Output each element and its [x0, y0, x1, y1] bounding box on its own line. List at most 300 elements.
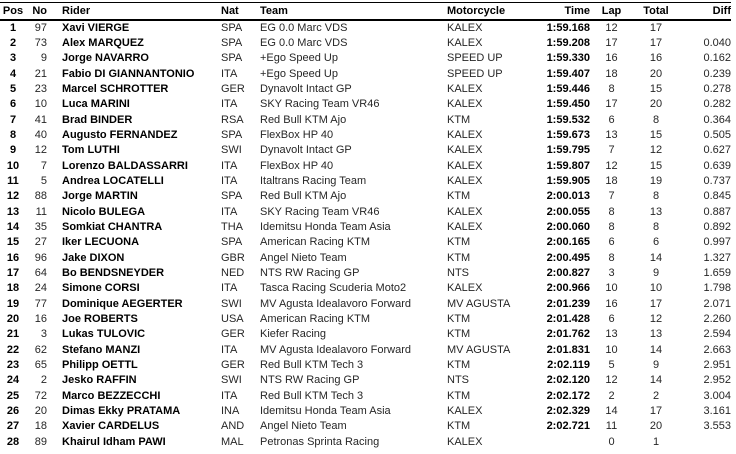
- cell-rider: Joe ROBERTS: [62, 313, 138, 326]
- results-table: [0, 2, 731, 450]
- cell-motorcycle: KALEX: [447, 282, 483, 295]
- cell-time: 2:00.495: [546, 251, 590, 264]
- cell-lap: 10: [605, 282, 618, 295]
- cell-no: 11: [35, 205, 47, 218]
- column-header-time: Time: [564, 4, 590, 17]
- cell-pos: 27: [6, 420, 20, 433]
- cell-motorcycle: KTM: [447, 328, 471, 341]
- cell-time: 2:01.428: [546, 313, 590, 326]
- cell-diff: 3.553: [703, 420, 731, 433]
- cell-pos: 17: [6, 267, 20, 279]
- column-header-diff: Diff: [712, 4, 731, 17]
- cell-total: 15: [649, 82, 663, 95]
- cell-team: American Racing KTM: [260, 313, 371, 326]
- cell-motorcycle: KTM: [447, 236, 471, 249]
- table-row: [0, 343, 731, 358]
- cell-no: 97: [34, 21, 47, 34]
- cell-no: 65: [34, 359, 47, 372]
- cell-diff: 2.260: [703, 313, 731, 326]
- cell-nat: ITA: [221, 343, 238, 356]
- cell-diff: 3.161: [703, 405, 731, 418]
- table-row: [0, 297, 731, 312]
- cell-total: 20: [649, 98, 663, 111]
- cell-nat: SPA: [221, 128, 243, 141]
- cell-no: 89: [34, 435, 47, 448]
- cell-no: 64: [34, 267, 47, 279]
- cell-lap: 6: [608, 313, 615, 326]
- cell-lap: 0: [608, 435, 615, 448]
- cell-no: 35: [34, 220, 47, 233]
- cell-lap: 18: [605, 67, 618, 80]
- cell-motorcycle: KALEX: [447, 128, 483, 141]
- cell-total: 14: [649, 374, 663, 387]
- cell-no: 77: [34, 297, 47, 310]
- cell-pos: 5: [9, 82, 17, 95]
- cell-team: Red Bull KTM Ajo: [260, 113, 347, 126]
- cell-diff: 2.071: [703, 297, 731, 310]
- results-table-header: [0, 3, 731, 20]
- cell-lap: 8: [608, 220, 615, 233]
- cell-motorcycle: KTM: [447, 359, 471, 372]
- cell-no: 10: [34, 98, 47, 111]
- cell-diff: 0.845: [703, 190, 731, 203]
- cell-nat: SPA: [221, 21, 243, 34]
- cell-rider: Stefano MANZI: [62, 343, 141, 356]
- column-header-nat: Nat: [221, 4, 239, 17]
- cell-lap: 13: [605, 128, 618, 141]
- cell-rider: Fabio DI GIANNANTONIO: [62, 67, 195, 80]
- cell-motorcycle: KALEX: [447, 82, 483, 95]
- cell-time: 2:02.119: [547, 359, 590, 372]
- column-header-motorcycle: Motorcycle: [447, 4, 506, 17]
- cell-pos: 19: [6, 297, 20, 310]
- cell-pos: 10: [6, 159, 20, 172]
- cell-motorcycle: KTM: [447, 389, 471, 402]
- cell-total: 14: [649, 251, 663, 264]
- cell-team: FlexBox HP 40: [260, 128, 334, 141]
- cell-rider: Tom LUTHI: [62, 144, 120, 157]
- cell-nat: SPA: [221, 36, 243, 49]
- cell-diff: 2.594: [703, 328, 731, 341]
- cell-lap: 7: [608, 190, 615, 203]
- cell-lap: 16: [605, 52, 618, 65]
- cell-lap: 17: [605, 36, 618, 49]
- cell-team: SKY Racing Team VR46: [260, 205, 380, 218]
- cell-pos: 16: [6, 251, 20, 264]
- cell-total: 14: [649, 343, 663, 356]
- cell-nat: ITA: [221, 282, 238, 295]
- cell-lap: 6: [608, 236, 615, 249]
- cell-diff: 0.278: [703, 82, 731, 95]
- cell-no: 2: [40, 374, 47, 387]
- cell-total: 17: [649, 297, 663, 310]
- cell-total: 16: [649, 52, 663, 65]
- cell-total: 17: [649, 405, 663, 418]
- cell-pos: 2: [9, 36, 17, 49]
- cell-motorcycle: NTS: [447, 374, 469, 387]
- cell-pos: 9: [9, 144, 17, 157]
- cell-rider: Jesko RAFFIN: [62, 374, 137, 387]
- table-row: [0, 205, 731, 220]
- cell-rider: Luca MARINI: [62, 98, 130, 111]
- cell-nat: AND: [221, 420, 245, 433]
- cell-time: 1:59.450: [546, 98, 590, 111]
- cell-rider: Marcel SCHROTTER: [62, 82, 169, 95]
- cell-nat: RSA: [221, 113, 244, 126]
- cell-team: Angel Nieto Team: [260, 251, 347, 264]
- cell-pos: 4: [9, 67, 17, 80]
- timing-sheet: [0, 2, 736, 454]
- table-row: [0, 266, 731, 281]
- cell-lap: 14: [605, 405, 618, 418]
- cell-motorcycle: KALEX: [447, 21, 483, 34]
- cell-total: 6: [652, 236, 660, 249]
- cell-motorcycle: SPEED UP: [447, 52, 503, 65]
- cell-team: Angel Nieto Team: [260, 420, 347, 433]
- cell-total: 12: [649, 144, 663, 157]
- cell-nat: SWI: [221, 297, 242, 310]
- cell-pos: 1: [9, 21, 17, 34]
- cell-no: 72: [34, 389, 47, 402]
- column-header-rider: Rider: [62, 4, 91, 17]
- cell-team: EG 0.0 Marc VDS: [260, 36, 348, 49]
- cell-motorcycle: KALEX: [447, 98, 483, 111]
- cell-team: Idemitsu Honda Team Asia: [260, 405, 391, 418]
- cell-nat: GER: [221, 359, 245, 372]
- cell-diff: 1.659: [703, 267, 731, 279]
- cell-nat: ITA: [221, 159, 238, 172]
- cell-team: Italtrans Racing Team: [260, 174, 367, 187]
- cell-time: [523, 435, 590, 450]
- cell-team: NTS RW Racing GP: [260, 267, 360, 279]
- cell-team: SKY Racing Team VR46: [260, 98, 380, 111]
- cell-diff: 0.282: [703, 98, 731, 111]
- cell-team: Red Bull KTM Ajo: [260, 190, 347, 203]
- cell-nat: ITA: [221, 205, 238, 218]
- cell-total: 13: [649, 328, 663, 341]
- cell-diff: 0.162: [703, 52, 731, 65]
- cell-pos: 6: [9, 98, 17, 111]
- cell-pos: 18: [6, 282, 20, 295]
- cell-nat: ITA: [221, 174, 238, 187]
- cell-total: 1: [652, 435, 660, 448]
- cell-lap: 7: [608, 144, 615, 157]
- cell-no: 88: [34, 190, 47, 203]
- cell-rider: Dominique AEGERTER: [62, 297, 183, 310]
- cell-diff: 0.040: [703, 36, 731, 49]
- cell-total: 9: [652, 267, 660, 279]
- table-row: [0, 51, 731, 66]
- cell-nat: SWI: [221, 374, 242, 387]
- cell-diff: 0.505: [703, 128, 731, 141]
- cell-nat: GER: [221, 82, 245, 95]
- cell-motorcycle: KALEX: [447, 36, 483, 49]
- cell-total: 10: [649, 282, 663, 295]
- cell-nat: SPA: [221, 52, 243, 65]
- table-row: [0, 82, 731, 97]
- cell-motorcycle: KALEX: [447, 220, 483, 233]
- cell-lap: 13: [605, 328, 618, 341]
- cell-nat: USA: [221, 313, 244, 326]
- cell-nat: SPA: [221, 190, 243, 203]
- cell-nat: ITA: [221, 98, 238, 111]
- table-row: [0, 143, 731, 158]
- cell-rider: Andrea LOCATELLI: [62, 174, 164, 187]
- cell-nat: MAL: [221, 435, 244, 448]
- cell-team: NTS RW Racing GP: [260, 374, 360, 387]
- cell-motorcycle: KTM: [447, 113, 471, 126]
- cell-lap: 16: [605, 297, 618, 310]
- cell-rider: Xavier CARDELUS: [62, 420, 160, 433]
- cell-motorcycle: KALEX: [447, 435, 483, 448]
- cell-team: +Ego Speed Up: [260, 52, 338, 65]
- cell-total: 12: [649, 313, 663, 326]
- cell-team: Tasca Racing Scuderia Moto2: [260, 282, 407, 295]
- cell-rider: Lorenzo BALDASSARRI: [62, 159, 188, 172]
- cell-pos: 22: [6, 343, 20, 356]
- column-header-no: No: [32, 4, 47, 17]
- table-row: [0, 174, 731, 189]
- cell-total: 17: [649, 36, 663, 49]
- column-header-pos: Pos: [2, 4, 24, 17]
- table-row: [0, 20, 731, 36]
- cell-no: 21: [34, 67, 47, 80]
- cell-time: 2:00.165: [546, 236, 590, 249]
- cell-time: 1:59.673: [546, 128, 590, 141]
- cell-pos: 11: [7, 174, 19, 187]
- cell-team: FlexBox HP 40: [260, 159, 334, 172]
- cell-team: +Ego Speed Up: [260, 67, 338, 80]
- cell-time: 2:01.831: [546, 343, 590, 356]
- cell-no: 3: [40, 328, 47, 341]
- cell-pos: 25: [6, 389, 20, 402]
- cell-time: 1:59.905: [546, 174, 590, 187]
- cell-motorcycle: KTM: [447, 251, 471, 264]
- cell-rider: Augusto FERNANDEZ: [62, 128, 178, 141]
- cell-pos: 13: [6, 205, 20, 218]
- cell-diff: 1.327: [703, 251, 731, 264]
- cell-diff: 0.997: [703, 236, 731, 249]
- table-row: [0, 36, 731, 51]
- cell-motorcycle: KTM: [447, 190, 471, 203]
- cell-rider: Khairul Idham PAWI: [62, 435, 166, 448]
- cell-time: 1:59.208: [546, 36, 590, 49]
- cell-total: 20: [649, 420, 663, 433]
- cell-time: 1:59.168: [546, 21, 590, 34]
- table-row: [0, 373, 731, 388]
- cell-rider: Jake DIXON: [62, 251, 125, 264]
- cell-no: 41: [34, 113, 47, 126]
- cell-rider: Jorge NAVARRO: [62, 52, 149, 65]
- cell-time: 2:01.762: [546, 328, 590, 341]
- cell-lap: 8: [608, 251, 615, 264]
- cell-total: 19: [649, 174, 663, 187]
- cell-lap: 10: [605, 343, 618, 356]
- cell-rider: Bo BENDSNEYDER: [62, 267, 165, 279]
- header-row: [0, 3, 731, 20]
- cell-rider: Somkiat CHANTRA: [62, 220, 163, 233]
- cell-pos: 21: [6, 328, 20, 341]
- cell-team: American Racing KTM: [260, 236, 371, 249]
- cell-rider: Nicolo BULEGA: [62, 205, 146, 218]
- cell-no: 40: [34, 128, 47, 141]
- cell-no: 9: [40, 52, 47, 65]
- column-header-team: Team: [260, 4, 288, 17]
- cell-total: 9: [652, 359, 660, 372]
- cell-motorcycle: KALEX: [447, 174, 483, 187]
- cell-lap: 8: [608, 82, 615, 95]
- cell-no: 23: [34, 82, 47, 95]
- cell-time: 2:00.966: [546, 282, 590, 295]
- cell-lap: 12: [605, 159, 618, 172]
- cell-motorcycle: KTM: [447, 420, 471, 433]
- cell-total: 13: [649, 205, 663, 218]
- cell-no: 24: [34, 282, 47, 295]
- cell-total: 8: [652, 190, 660, 203]
- cell-motorcycle: KALEX: [447, 205, 483, 218]
- cell-team: Idemitsu Honda Team Asia: [260, 220, 391, 233]
- cell-team: Dynavolt Intact GP: [260, 144, 352, 157]
- cell-lap: 5: [608, 359, 615, 372]
- cell-no: 18: [34, 420, 47, 433]
- cell-team: MV Agusta Idealavoro Forward: [260, 297, 412, 310]
- cell-nat: SPA: [221, 236, 243, 249]
- cell-team: Red Bull KTM Tech 3: [260, 389, 364, 402]
- cell-diff: 2.952: [703, 374, 731, 387]
- cell-time: 1:59.795: [546, 144, 590, 157]
- cell-pos: 12: [6, 190, 20, 203]
- cell-motorcycle: MV AGUSTA: [447, 343, 511, 356]
- table-row: [0, 281, 731, 296]
- cell-rider: Simone CORSI: [62, 282, 140, 295]
- cell-pos: 20: [6, 313, 20, 326]
- cell-team: EG 0.0 Marc VDS: [260, 21, 348, 34]
- cell-diff: 0.737: [703, 174, 731, 187]
- cell-lap: 12: [605, 21, 618, 34]
- cell-no: 16: [34, 313, 47, 326]
- cell-pos: 15: [6, 236, 20, 249]
- table-row: [0, 251, 731, 266]
- cell-time: 2:00.013: [546, 190, 590, 203]
- cell-lap: 12: [605, 374, 618, 387]
- cell-rider: Marco BEZZECCHI: [62, 389, 161, 402]
- table-row: [0, 159, 731, 174]
- cell-rider: Xavi VIERGE: [62, 21, 130, 34]
- cell-time: 1:59.532: [546, 113, 590, 126]
- cell-total: 2: [652, 389, 660, 402]
- cell-diff: 2.951: [703, 359, 731, 372]
- table-row: [0, 235, 731, 250]
- cell-time: 2:00.060: [546, 220, 590, 233]
- cell-pos: 28: [6, 435, 20, 448]
- cell-lap: 3: [608, 267, 615, 279]
- cell-pos: 14: [6, 220, 20, 233]
- cell-time: 2:00.055: [546, 205, 590, 218]
- cell-team: Dynavolt Intact GP: [260, 82, 352, 95]
- cell-no: 27: [34, 236, 47, 249]
- cell-time: 1:59.330: [546, 52, 590, 65]
- cell-time: 2:02.172: [546, 389, 590, 402]
- cell-total: 8: [652, 113, 660, 126]
- cell-team: MV Agusta Idealavoro Forward: [260, 343, 412, 356]
- cell-pos: 24: [6, 374, 20, 387]
- cell-no: 62: [34, 343, 47, 356]
- cell-nat: NED: [221, 267, 245, 279]
- cell-team: Kiefer Racing: [260, 328, 327, 341]
- cell-nat: INA: [221, 405, 240, 418]
- table-row: [0, 419, 731, 434]
- cell-pos: 26: [6, 405, 20, 418]
- cell-motorcycle: SPEED UP: [447, 67, 503, 80]
- cell-team: Red Bull KTM Tech 3: [260, 359, 364, 372]
- cell-time: 2:02.721: [546, 420, 590, 433]
- cell-no: 96: [34, 251, 47, 264]
- cell-pos: 23: [6, 359, 20, 372]
- cell-pos: 8: [9, 128, 17, 141]
- cell-total: 20: [649, 67, 663, 80]
- cell-diff: 0.239: [703, 67, 731, 80]
- cell-time: 2:02.329: [546, 405, 590, 418]
- cell-diff: 0.627: [703, 144, 731, 157]
- cell-diff: [679, 435, 731, 450]
- table-row: [0, 128, 731, 143]
- cell-diff: 2.663: [703, 343, 731, 356]
- table-row: [0, 389, 731, 404]
- cell-pos: 7: [9, 113, 17, 126]
- cell-rider: Lukas TULOVIC: [62, 328, 146, 341]
- cell-diff: 0.887: [703, 205, 731, 218]
- table-row: [0, 220, 731, 235]
- table-row: [0, 189, 731, 204]
- results-table-body: [0, 20, 731, 451]
- table-row: [0, 97, 731, 112]
- cell-no: 73: [34, 36, 47, 49]
- cell-total: 17: [649, 21, 663, 34]
- cell-total: 15: [649, 159, 663, 172]
- cell-rider: Jorge MARTIN: [62, 190, 138, 203]
- cell-rider: Brad BINDER: [62, 113, 133, 126]
- cell-time: 2:02.120: [546, 374, 590, 387]
- cell-lap: 2: [608, 389, 615, 402]
- cell-lap: 6: [608, 113, 615, 126]
- cell-motorcycle: NTS: [447, 267, 469, 279]
- cell-lap: 11: [605, 420, 618, 433]
- table-row: [0, 67, 731, 82]
- cell-pos: 3: [9, 52, 17, 65]
- cell-time: 2:01.239: [546, 297, 590, 310]
- cell-rider: Dimas Ekky PRATAMA: [62, 405, 181, 418]
- cell-motorcycle: MV AGUSTA: [447, 297, 511, 310]
- cell-nat: GBR: [221, 251, 245, 264]
- cell-diff: [679, 20, 731, 36]
- cell-time: 1:59.407: [546, 67, 590, 80]
- cell-total: 15: [649, 128, 663, 141]
- cell-lap: 17: [605, 98, 618, 111]
- cell-nat: THA: [221, 220, 243, 233]
- cell-motorcycle: KTM: [447, 313, 471, 326]
- table-row: [0, 312, 731, 327]
- cell-rider: Alex MARQUEZ: [62, 36, 144, 49]
- cell-nat: ITA: [221, 389, 238, 402]
- table-row: [0, 404, 731, 419]
- cell-rider: Iker LECUONA: [62, 236, 140, 249]
- column-header-total: Total: [643, 4, 669, 17]
- cell-no: 7: [40, 159, 47, 172]
- cell-nat: GER: [221, 328, 245, 341]
- cell-no: 5: [40, 174, 47, 187]
- cell-total: 8: [652, 220, 660, 233]
- cell-diff: 0.364: [703, 113, 731, 126]
